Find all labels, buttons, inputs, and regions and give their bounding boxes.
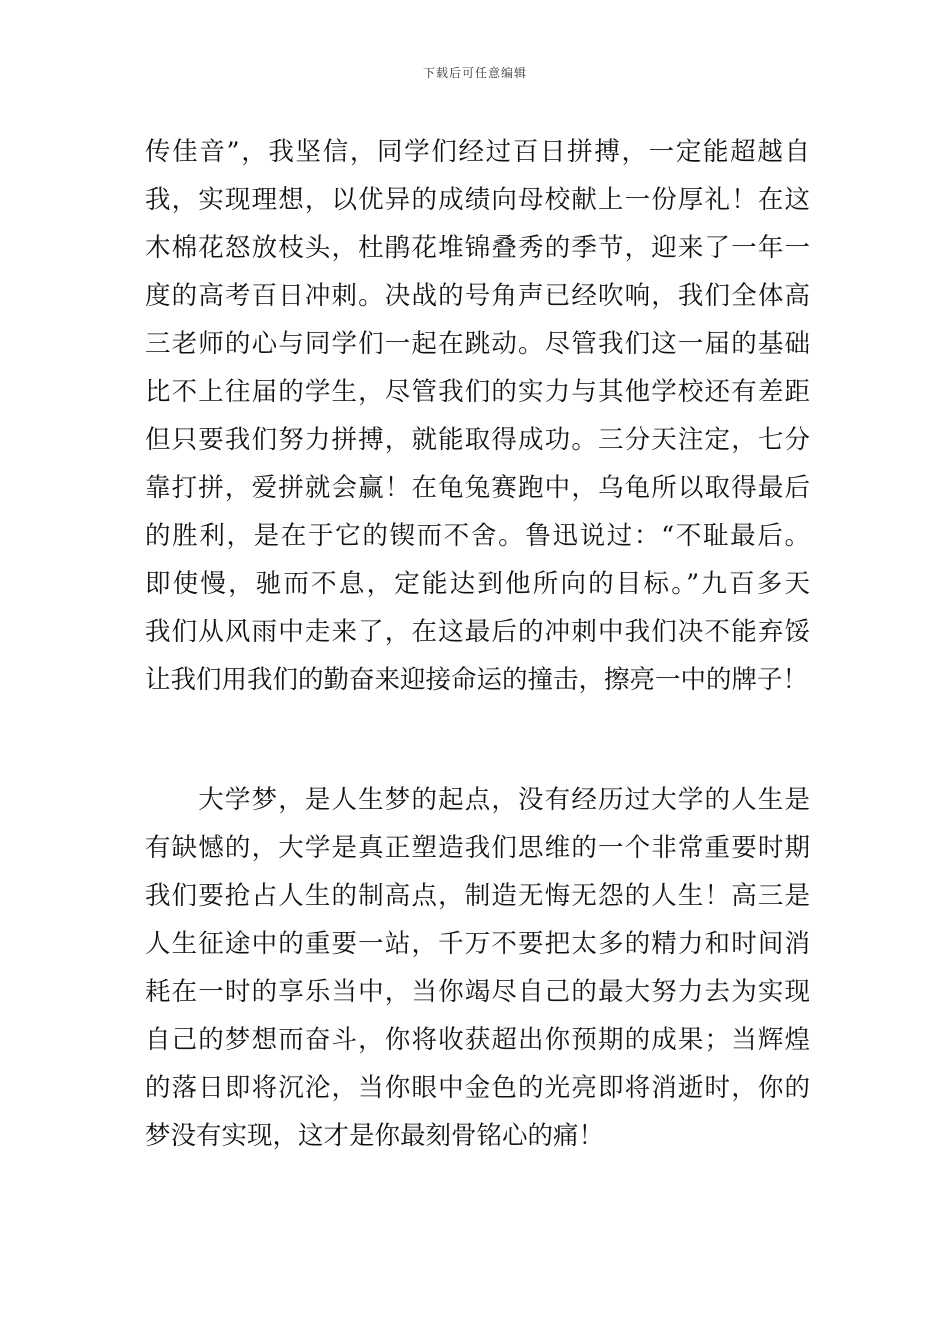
text-line: 大学梦，是人生梦的起点，没有经历过大学的人生是 <box>145 785 810 815</box>
paragraph-2 <box>145 776 810 1160</box>
text-line: 我们要抢占人生的制高点，制造无悔无怨的人生！高三是 <box>145 881 810 911</box>
text-line: 自己的梦想而奋斗，你将收获超出你预期的成果；当辉煌 <box>145 1025 810 1055</box>
text-line: 三老师的心与同学们一起在跳动。尽管我们这一届的基础 <box>145 329 810 359</box>
text-line: 度的高考百日冲刺。决战的号角声已经吹响，我们全体高 <box>145 281 810 311</box>
text-line: 即使慢，驰而不息，定能达到他所向的目标。”九百多天 <box>145 569 810 599</box>
text-line: 耗在一时的享乐当中，当你竭尽自己的最大努力去为实现 <box>145 977 810 1007</box>
text-line: 的胜利，是在于它的锲而不舍。鲁迅说过：“不耻最后。 <box>145 521 810 551</box>
text-line: 但只要我们努力拼搏，就能取得成功。三分天注定，七分 <box>145 425 810 455</box>
text-line: 木棉花怒放枝头，杜鹃花堆锦叠秀的季节，迎来了一年一 <box>145 233 810 263</box>
page-header: 下载后可任意编辑 <box>422 66 527 80</box>
text-line: 我们从风雨中走来了，在这最后的冲刺中我们决不能弃馁 <box>145 617 810 647</box>
text-line: 人生征途中的重要一站，千万不要把太多的精力和时间消 <box>145 929 810 959</box>
text-line: 靠打拼，爱拼就会赢！在龟兔赛跑中，乌龟所以取得最后 <box>145 473 810 503</box>
text-line: 比不上往届的学生，尽管我们的实力与其他学校还有差距 <box>145 377 810 407</box>
text-line: 我，实现理想，以优异的成绩向母校献上一份厚礼！在这 <box>145 185 810 215</box>
text-line: 让我们用我们的勤奋来迎接命运的撞击，擦亮一中的牌子！ <box>145 665 809 695</box>
text-line: 的落日即将沉沦，当你眼中金色的光亮即将消逝时，你的 <box>145 1073 810 1103</box>
text-line: 梦没有实现，这才是你最刻骨铭心的痛！ <box>145 1121 605 1151</box>
paragraph-1 <box>145 128 810 704</box>
text-line: 有缺憾的，大学是真正塑造我们思维的一个非常重要时期 <box>145 833 810 863</box>
text-line: 传佳音”，我坚信，同学们经过百日拼搏，一定能超越自 <box>145 137 810 167</box>
